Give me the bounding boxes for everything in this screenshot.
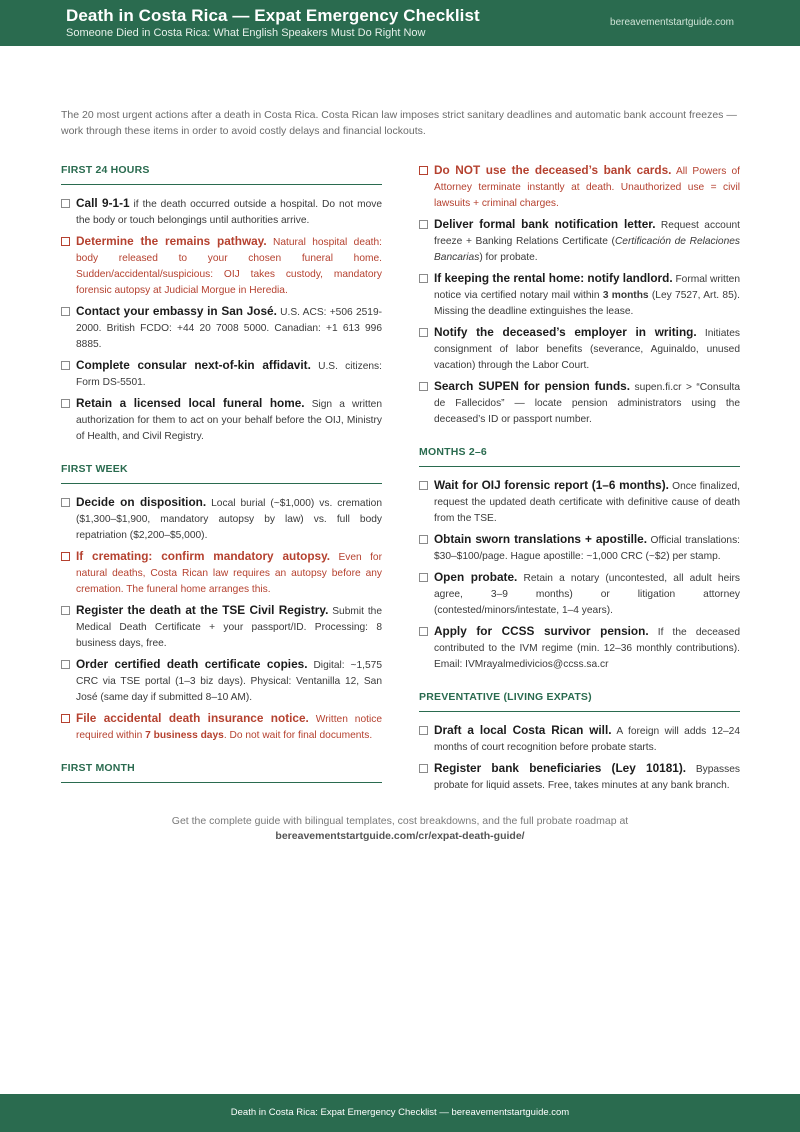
page-header <box>0 0 800 46</box>
page-title: Death in Costa Rica — Expat Emergency Checklist <box>66 6 480 25</box>
item-desc: if the death occurred outside a hospital. Do not move the body or touch belongings until authorities arrive. <box>76 199 383 226</box>
checkbox[interactable] <box>419 382 428 391</box>
item-title: Complete consular next-of-kin affidavit. <box>76 358 311 372</box>
item-desc-part: Request account freeze + Banking Relations Certificate ( <box>434 220 740 247</box>
checklist-item[interactable] <box>419 162 740 212</box>
checklist-item[interactable] <box>61 233 382 299</box>
item-desc: Digital: ~1,575 CRC via TSE portal (1–3 biz days). Physical: Ventanilla 12, San José (same day if submitted 8–10 AM). <box>76 660 382 703</box>
item-title: Retain a licensed local funeral home. <box>76 396 305 410</box>
item-title: Register the death at the TSE Civil Registry. <box>76 603 329 617</box>
checkbox[interactable] <box>61 361 70 370</box>
item-title: If keeping the rental home: notify landlord. <box>434 271 673 285</box>
checkbox[interactable] <box>61 606 70 615</box>
checklist-item[interactable] <box>419 216 740 266</box>
checklist-item[interactable] <box>419 569 740 619</box>
checkbox[interactable] <box>61 714 70 723</box>
item-title: Order certified death certificate copies. <box>76 657 308 671</box>
item-title: Open probate. <box>434 570 518 584</box>
item-desc-part: Formal written notice via certified notary mail within <box>434 274 740 301</box>
checklist-item[interactable] <box>419 477 740 527</box>
checkbox[interactable] <box>419 627 428 636</box>
item-title: Search SUPEN for pension funds. <box>434 379 631 393</box>
item-title: Decide on disposition. <box>76 495 207 509</box>
checklist-item[interactable] <box>61 656 382 706</box>
checkbox[interactable] <box>419 764 428 773</box>
section-heading-preventative: PREVENTATIVE (LIVING EXPATS) <box>419 689 740 712</box>
checklist-item[interactable] <box>61 395 382 445</box>
item-desc: Sign a written authorization for them to act on your behalf before the OIJ, Ministry of Health, and Civil Registry. <box>76 399 382 442</box>
section-heading-first-month: FIRST MONTH <box>61 760 382 783</box>
item-desc: All Powers of Attorney terminate instantly at death. Unauthorized use = civil lawsuits + criminal charges. <box>434 166 740 209</box>
checklist-item[interactable] <box>61 303 382 353</box>
checkbox[interactable] <box>61 307 70 316</box>
item-desc: Once finalized, request the updated death certificate with definitive cause of death from the TSE. <box>434 481 741 524</box>
item-title: Draft a local Costa Rican will. <box>434 723 612 737</box>
item-title: Deliver formal bank notification letter. <box>434 217 656 231</box>
checklist-item[interactable] <box>61 494 382 544</box>
item-title: Contact your embassy in San José. <box>76 304 277 318</box>
item-desc-emphasis: 3 months <box>602 290 649 301</box>
item-desc: Retain a notary (uncontested, all adult heirs agree, 3–9 months) or litigation attorney (contested/minors/intestate, 1–4 years). <box>434 573 741 616</box>
page-footer: Death in Costa Rica: Expat Emergency Checklist — bereavementstartguide.com <box>0 1094 800 1132</box>
checklist-item[interactable] <box>419 378 740 428</box>
item-desc-emphasis: 7 business days <box>145 730 224 741</box>
guide-callout-text: Get the complete guide with bilingual templates, cost breakdowns, and the full probate roadmap at <box>171 815 629 827</box>
checklist-item[interactable] <box>419 531 740 565</box>
checklist-item[interactable] <box>419 270 740 320</box>
checkbox[interactable] <box>61 237 70 246</box>
guide-callout <box>0 814 800 844</box>
checklist-item[interactable] <box>419 623 740 673</box>
checkbox[interactable] <box>61 660 70 669</box>
checklist-item[interactable] <box>61 602 382 652</box>
checkbox[interactable] <box>419 274 428 283</box>
item-title: Do NOT use the deceased’s bank cards. <box>434 163 672 177</box>
checklist-item[interactable] <box>419 324 740 374</box>
item-desc-part: (Ley 7527, Art. 85). Missing the deadline extinguishes the lease. <box>434 290 740 317</box>
checkbox[interactable] <box>419 328 428 337</box>
section-heading-first-week: FIRST WEEK <box>61 461 382 484</box>
item-desc: Bypasses probate for liquid assets. Free, takes minutes at any bank branch. <box>434 764 740 791</box>
item-title: File accidental death insurance notice. <box>76 711 309 725</box>
checkbox[interactable] <box>419 481 428 490</box>
item-desc: Submit the Medical Death Certificate + your passport/ID. Processing: 8 business days, free. <box>76 606 383 649</box>
checklist-item[interactable] <box>419 722 740 756</box>
item-title: Obtain sworn translations + apostille. <box>434 532 647 546</box>
item-title: If cremating: confirm mandatory autopsy. <box>76 549 331 563</box>
checkbox[interactable] <box>419 726 428 735</box>
item-title: Wait for OIJ forensic report (1–6 months). <box>434 478 669 492</box>
checklist-item[interactable] <box>61 710 382 744</box>
checklist-item[interactable] <box>419 760 740 794</box>
guide-link[interactable]: bereavementstartguide.com/cr/expat-death-guide/ <box>275 830 525 842</box>
checklist-item[interactable] <box>61 357 382 391</box>
right-column <box>419 162 740 798</box>
page-subtitle: Someone Died in Costa Rica: What English Speakers Must Do Right Now <box>66 27 426 39</box>
intro-text: The 20 most urgent actions after a death in Costa Rica. Costa Rican law imposes strict sanitary deadlines and automatic bank account freezes — work through these items in order to avoid costly delays and financial lockouts. <box>61 109 737 137</box>
item-title: Register bank beneficiaries (Ley 10181). <box>434 761 687 775</box>
checklist-item[interactable] <box>61 195 382 229</box>
checkbox[interactable] <box>419 573 428 582</box>
item-desc: supen.fi.cr > “Consulta de Fallecidos” — locate pension administrators using the deceased’s ID or passport number. <box>434 382 741 425</box>
item-desc: U.S. citizens: Form DS-5501. <box>76 361 382 388</box>
item-desc: Official translations: $30–$100/page. Hague apostille: ~1,000 CRC (~$2) per stamp. <box>434 535 740 562</box>
item-desc-part: Written notice required within <box>76 714 382 741</box>
checkbox[interactable] <box>61 498 70 507</box>
checkbox[interactable] <box>419 220 428 229</box>
item-desc: U.S. ACS: +506 2519-2000. British FCDO: +44 20 7008 5000. Canadian: +1 613 996 8885. <box>76 307 382 350</box>
item-title: Apply for CCSS survivor pension. <box>434 624 649 638</box>
item-desc: If the deceased contributed to the IVM regime (min. 12–36 monthly contributions). Email: IVMrayalmedivicios@ccss.sa.cr <box>434 627 741 670</box>
checkbox[interactable] <box>419 535 428 544</box>
section-heading-first-24-hours: FIRST 24 HOURS <box>61 162 382 185</box>
section-heading-months-2-6: MONTHS 2–6 <box>419 444 740 467</box>
item-desc: Initiates consignment of labor benefits (severance, Aguinaldo, unused vacation) through the Labor Court. <box>434 328 740 371</box>
item-desc: Even for natural deaths, Costa Rican law requires an autopsy before any cremation. The funeral home arranges this. <box>76 552 382 595</box>
checklist-item[interactable] <box>61 548 382 598</box>
item-desc: Local burial (~$1,000) vs. cremation ($1,300–$1,900, mandatory autopsy by law) vs. full body repatriation ($2,200–$5,000). <box>76 498 382 541</box>
item-title: Determine the remains pathway. <box>76 234 267 248</box>
checkbox[interactable] <box>61 552 70 561</box>
item-title: Call 9-1-1 <box>76 196 130 210</box>
left-column <box>61 162 382 793</box>
site-name: bereavementstartguide.com <box>610 17 734 28</box>
checkbox[interactable] <box>61 199 70 208</box>
item-desc: A foreign will adds 12–24 months of court recognition before probate starts. <box>434 726 740 753</box>
item-desc: Natural hospital death: body released to your chosen funeral home. Sudden/accidental/suspicious: OIJ takes custody, mandatory forensic autopsy at Judicial Morgue in Heredia. <box>76 237 382 296</box>
item-title: Notify the deceased’s employer in writing. <box>434 325 697 339</box>
item-desc-part: ) for probate. <box>479 252 538 263</box>
item-desc-italic: Certificación de Relaciones Bancarias <box>434 236 740 263</box>
checkbox[interactable] <box>61 399 70 408</box>
checkbox[interactable] <box>419 166 428 175</box>
item-desc-part: . Do not wait for final documents. <box>223 730 373 741</box>
